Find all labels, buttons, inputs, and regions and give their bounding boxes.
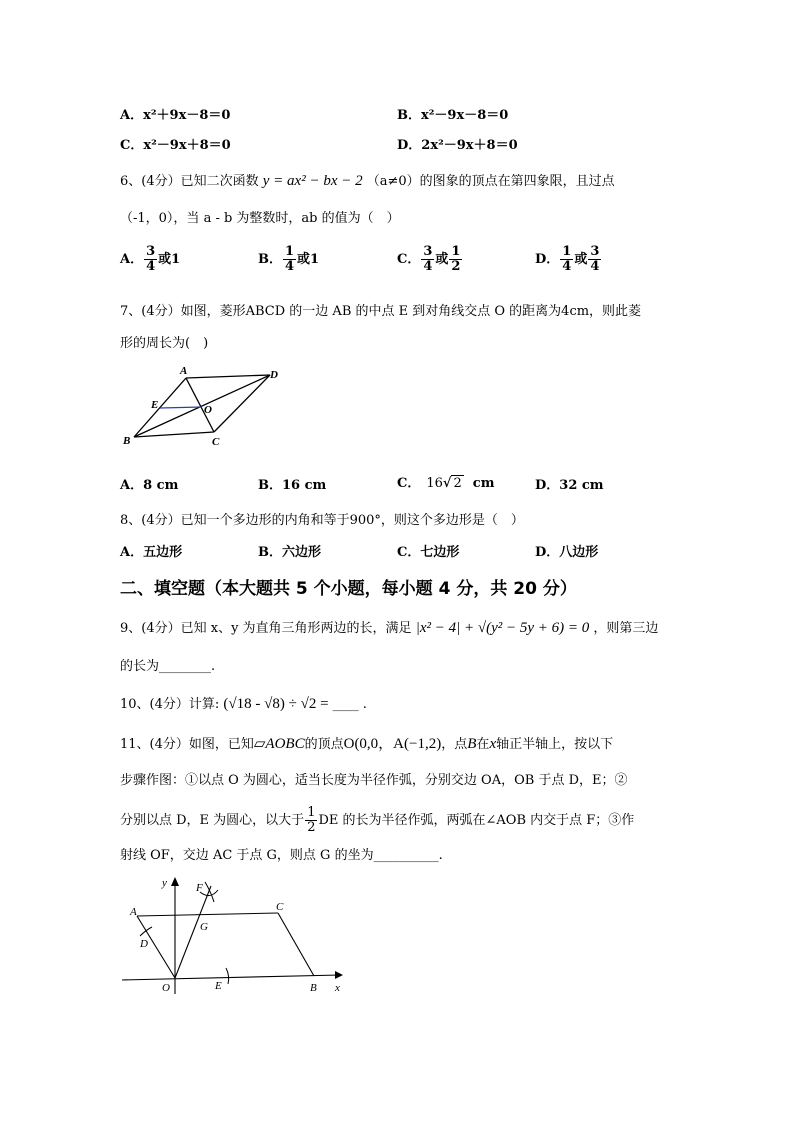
- question-9-line2: 的长为________.: [120, 659, 216, 674]
- question-11-line2: 步骤作图：①以点 O 为圆心，适当长度为半径作弧，分别交边 OA，OB 于点 D，E；②: [120, 773, 628, 788]
- question-11-line4: 射线 OF，交边 AC 于点 G，则点 G 的坐为__________.: [120, 848, 443, 863]
- question-11-line3: 分别以点 D，E 为圆心，以大于 $\frac{1}{2}$ DE 的长为半径作弧，两弧在∠AOB 内交于点 F；③作: [120, 805, 635, 835]
- question-6-line1: [120, 170, 615, 190]
- q6-suffix: （a≠0）的图象的顶点在第四象限，且过点: [366, 174, 615, 189]
- q5-option-b: B．x²－9x－8＝0: [397, 108, 509, 123]
- edge-ac: [137, 913, 278, 916]
- y-axis-arrow: [171, 877, 179, 886]
- q7-option-b: B．16 cm: [258, 478, 327, 493]
- edge-cd: [214, 375, 270, 432]
- q10-formula: (√18 - √8) ÷ √2 =: [223, 696, 329, 712]
- question-11-line1: 11、(4分）如图，已知▱AOBC的顶点O(0,0，A(−1,2)，点B在x轴正半轴上，按以下: [120, 736, 614, 752]
- arc-e: [226, 968, 229, 984]
- question-7-line2: 形的周长为( ): [120, 336, 209, 351]
- edge-cb: [278, 913, 314, 976]
- q9-formula: |x² − 4| + √(y² − 5y + 6) = 0: [415, 620, 590, 636]
- label-b: B: [310, 982, 317, 994]
- segment-eo: [160, 407, 202, 408]
- q6-option-c: C． $\frac{3}{4}$ 或 $\frac{1}{2}$: [397, 244, 461, 274]
- label-e: E: [151, 399, 159, 411]
- edge-ad: [186, 375, 270, 378]
- edge-bc: [134, 432, 214, 437]
- x-axis: [122, 975, 340, 980]
- label-g: G: [200, 921, 208, 933]
- q6-prefix: 6、(4分）已知二次函数: [120, 174, 259, 189]
- question-7-line1: 7、(4分）如图，菱形ABCD 的一边 AB 的中点 E 到对角线交点 O 的距离为4cm，则此菱: [120, 304, 642, 319]
- label-y: y: [162, 877, 167, 889]
- label-e: E: [215, 980, 222, 992]
- question-8: 8、(4分）已知一个多边形的内角和等于900°，则这个多边形是（ ）: [120, 513, 524, 528]
- label-o: O: [204, 404, 212, 416]
- q6-option-d: D． $\frac{1}{4}$ 或 $\frac{3}{4}$: [535, 244, 600, 274]
- q8-option-b: B．六边形: [258, 545, 321, 560]
- q5-option-c: C．x²－9x＋8＝0: [120, 138, 231, 153]
- label-o: O: [162, 982, 170, 994]
- x-axis-arrow: [335, 971, 343, 979]
- section-2-heading: 二、填空题（本大题共 5 个小题，每小题 4 分，共 20 分）: [120, 579, 577, 599]
- q7-option-d: D．32 cm: [535, 478, 604, 493]
- q6-option-a: A． $\frac{3}{4}$ 或1: [120, 244, 181, 274]
- q8-option-c: C．七边形: [397, 545, 460, 560]
- q8-option-a: A．五边形: [120, 545, 183, 560]
- label-d: D: [270, 369, 278, 381]
- label-x: x: [335, 982, 340, 994]
- label-c: C: [212, 436, 220, 448]
- q6-formula: y = ax² − bx − 2: [262, 173, 363, 189]
- q7-option-c: C． 16√ 2 cm: [397, 476, 495, 491]
- label-f: F: [196, 882, 203, 894]
- question-9-line1: 9、(4分）已知 x、y 为直角三角形两边的长，满足 |x² − 4| + √(y² − 5y + 6) = 0 ，则第三边: [120, 620, 659, 636]
- label-d: D: [140, 938, 148, 950]
- q5-option-d: D．2x²－9x＋8＝0: [397, 138, 518, 153]
- q7-option-a: A．8 cm: [120, 478, 179, 493]
- label-b: B: [123, 435, 131, 447]
- q6-option-b: B． $\frac{1}{4}$ 或1: [258, 244, 320, 274]
- q5-option-a: A．x²＋9x－8＝0: [120, 108, 231, 123]
- label-c: C: [276, 901, 284, 913]
- q8-option-d: D．八边形: [535, 545, 599, 560]
- rhombus-figure: [118, 362, 298, 452]
- question-10: 10、(4分）计算: (√18 - √8) ÷ √2 = ____ .: [120, 696, 367, 712]
- question-6-line2: （-1，0），当 a - b 为整数时，ab 的值为（ ）: [120, 211, 400, 226]
- parallelogram-figure: [118, 872, 353, 1002]
- label-a: A: [130, 906, 137, 918]
- label-a: A: [180, 365, 188, 377]
